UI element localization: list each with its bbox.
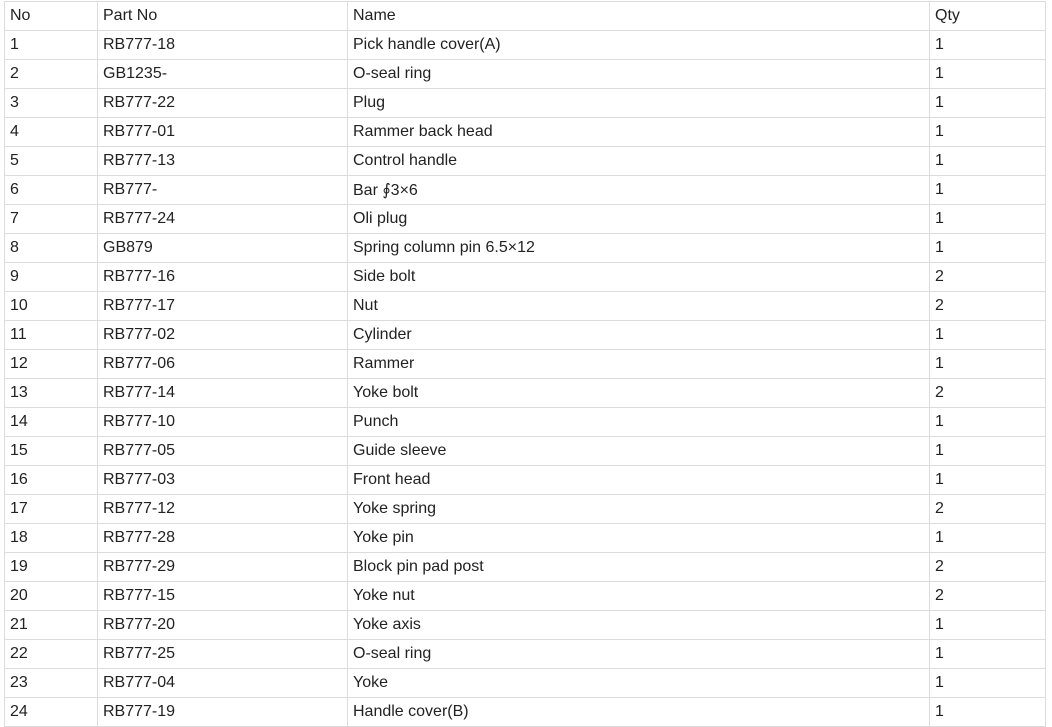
cell-qty: 1 xyxy=(930,89,1046,118)
header-row xyxy=(5,2,1046,31)
cell-part-no: RB777-15 xyxy=(98,582,348,611)
table-row xyxy=(5,60,1046,89)
cell-no: 24 xyxy=(5,698,98,727)
cell-name: Block pin pad post xyxy=(348,553,930,582)
cell-part-no: RB777-01 xyxy=(98,118,348,147)
cell-qty: 2 xyxy=(930,553,1046,582)
cell-qty: 1 xyxy=(930,408,1046,437)
cell-qty: 1 xyxy=(930,640,1046,669)
cell-part-no: RB777-16 xyxy=(98,263,348,292)
cell-name: Yoke nut xyxy=(348,582,930,611)
cell-qty: 1 xyxy=(930,176,1046,205)
table-row xyxy=(5,408,1046,437)
cell-no: 21 xyxy=(5,611,98,640)
cell-part-no: RB777-22 xyxy=(98,89,348,118)
cell-no: 17 xyxy=(5,495,98,524)
table-row xyxy=(5,437,1046,466)
cell-no: 10 xyxy=(5,292,98,321)
header-no: No xyxy=(5,2,98,31)
cell-part-no: RB777-02 xyxy=(98,321,348,350)
table-row xyxy=(5,263,1046,292)
cell-qty: 1 xyxy=(930,147,1046,176)
cell-part-no: RB777-29 xyxy=(98,553,348,582)
cell-qty: 2 xyxy=(930,495,1046,524)
table-row xyxy=(5,292,1046,321)
cell-qty: 2 xyxy=(930,379,1046,408)
cell-no: 22 xyxy=(5,640,98,669)
cell-no: 11 xyxy=(5,321,98,350)
cell-no: 5 xyxy=(5,147,98,176)
cell-part-no: RB777-28 xyxy=(98,524,348,553)
cell-part-no: GB1235- xyxy=(98,60,348,89)
table-row xyxy=(5,379,1046,408)
cell-no: 20 xyxy=(5,582,98,611)
table-row xyxy=(5,669,1046,698)
cell-no: 13 xyxy=(5,379,98,408)
cell-qty: 1 xyxy=(930,698,1046,727)
cell-name: Yoke xyxy=(348,669,930,698)
cell-part-no: RB777-14 xyxy=(98,379,348,408)
cell-qty: 2 xyxy=(930,582,1046,611)
cell-part-no: RB777-05 xyxy=(98,437,348,466)
cell-name: Side bolt xyxy=(348,263,930,292)
cell-qty: 1 xyxy=(930,205,1046,234)
cell-qty: 1 xyxy=(930,669,1046,698)
cell-qty: 1 xyxy=(930,321,1046,350)
table-row xyxy=(5,205,1046,234)
cell-qty: 1 xyxy=(930,350,1046,379)
cell-name: Bar ∮3×6 xyxy=(348,176,930,205)
table-body xyxy=(5,31,1046,727)
cell-qty: 1 xyxy=(930,611,1046,640)
cell-part-no: RB777-06 xyxy=(98,350,348,379)
cell-no: 1 xyxy=(5,31,98,60)
cell-qty: 1 xyxy=(930,234,1046,263)
cell-no: 15 xyxy=(5,437,98,466)
cell-no: 8 xyxy=(5,234,98,263)
cell-name: Front head xyxy=(348,466,930,495)
cell-qty: 1 xyxy=(930,524,1046,553)
header-name: Name xyxy=(348,2,930,31)
header-part-no: Part No xyxy=(98,2,348,31)
table-row xyxy=(5,321,1046,350)
cell-part-no: RB777-10 xyxy=(98,408,348,437)
table-row xyxy=(5,31,1046,60)
table-row xyxy=(5,147,1046,176)
cell-part-no: RB777-12 xyxy=(98,495,348,524)
header-qty: Qty xyxy=(930,2,1046,31)
cell-no: 16 xyxy=(5,466,98,495)
table-row xyxy=(5,698,1046,727)
cell-name: O-seal ring xyxy=(348,60,930,89)
table-row xyxy=(5,611,1046,640)
table-row xyxy=(5,553,1046,582)
cell-name: Oli plug xyxy=(348,205,930,234)
cell-part-no: RB777-17 xyxy=(98,292,348,321)
table-row xyxy=(5,89,1046,118)
cell-part-no: RB777- xyxy=(98,176,348,205)
cell-part-no: RB777-20 xyxy=(98,611,348,640)
cell-name: Handle cover(B) xyxy=(348,698,930,727)
parts-table xyxy=(4,1,1046,727)
cell-name: Punch xyxy=(348,408,930,437)
cell-part-no: RB777-25 xyxy=(98,640,348,669)
cell-no: 18 xyxy=(5,524,98,553)
cell-part-no: RB777-18 xyxy=(98,31,348,60)
cell-no: 14 xyxy=(5,408,98,437)
cell-qty: 1 xyxy=(930,466,1046,495)
cell-name: Plug xyxy=(348,89,930,118)
table-row xyxy=(5,118,1046,147)
cell-no: 7 xyxy=(5,205,98,234)
table-row xyxy=(5,495,1046,524)
cell-name: Pick handle cover(A) xyxy=(348,31,930,60)
cell-qty: 2 xyxy=(930,263,1046,292)
table-row xyxy=(5,350,1046,379)
cell-qty: 1 xyxy=(930,437,1046,466)
table-row xyxy=(5,176,1046,205)
cell-name: Yoke axis xyxy=(348,611,930,640)
cell-qty: 1 xyxy=(930,118,1046,147)
cell-no: 4 xyxy=(5,118,98,147)
cell-part-no: RB777-19 xyxy=(98,698,348,727)
cell-name: Nut xyxy=(348,292,930,321)
cell-name: Rammer xyxy=(348,350,930,379)
cell-name: Yoke pin xyxy=(348,524,930,553)
cell-name: Rammer back head xyxy=(348,118,930,147)
cell-qty: 2 xyxy=(930,292,1046,321)
cell-part-no: RB777-13 xyxy=(98,147,348,176)
table-header xyxy=(5,2,1046,31)
cell-no: 9 xyxy=(5,263,98,292)
table-row xyxy=(5,582,1046,611)
cell-no: 12 xyxy=(5,350,98,379)
table-row xyxy=(5,466,1046,495)
cell-name: Cylinder xyxy=(348,321,930,350)
cell-no: 23 xyxy=(5,669,98,698)
cell-qty: 1 xyxy=(930,60,1046,89)
table-row xyxy=(5,640,1046,669)
cell-name: Spring column pin 6.5×12 xyxy=(348,234,930,263)
cell-no: 3 xyxy=(5,89,98,118)
table-row xyxy=(5,234,1046,263)
cell-name: Control handle xyxy=(348,147,930,176)
cell-name: O-seal ring xyxy=(348,640,930,669)
cell-name: Yoke bolt xyxy=(348,379,930,408)
cell-part-no: GB879 xyxy=(98,234,348,263)
cell-no: 2 xyxy=(5,60,98,89)
cell-part-no: RB777-03 xyxy=(98,466,348,495)
cell-part-no: RB777-04 xyxy=(98,669,348,698)
cell-part-no: RB777-24 xyxy=(98,205,348,234)
cell-qty: 1 xyxy=(930,31,1046,60)
table-row xyxy=(5,524,1046,553)
cell-no: 6 xyxy=(5,176,98,205)
cell-name: Yoke spring xyxy=(348,495,930,524)
cell-no: 19 xyxy=(5,553,98,582)
cell-name: Guide sleeve xyxy=(348,437,930,466)
